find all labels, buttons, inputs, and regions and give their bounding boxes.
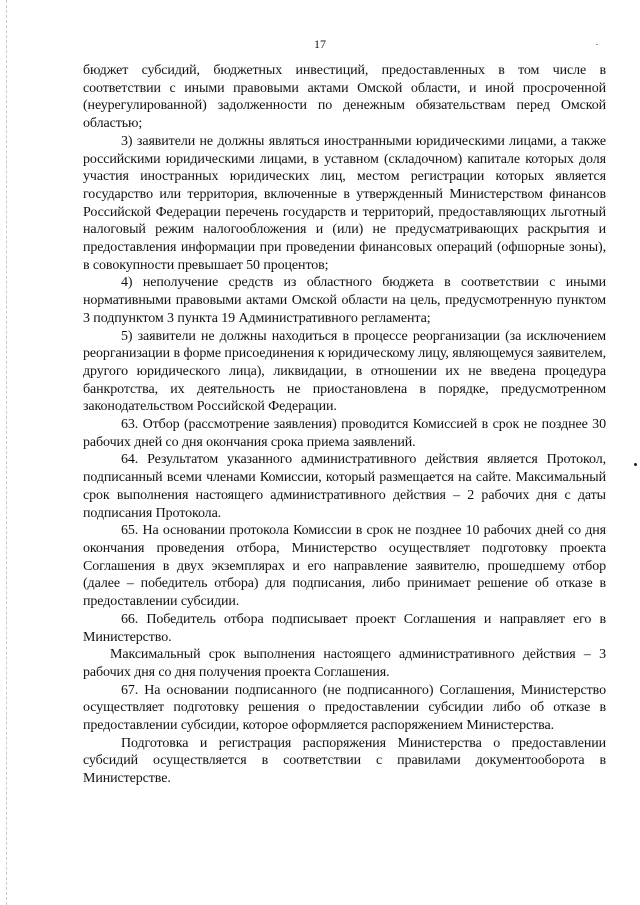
paragraph-67-registration: Подготовка и регистрация распоряжения Министерства о предоставлении субсидий осуществляется в соответствии с правилами документооборота в Министерстве. [83,735,606,787]
paragraph-67: 67. На основании подписанного (не подписанного) Соглашения, Министерство осуществляет подготовку решения о предоставлении субсидии либо об отказе в предоставлении субсидии, которое оформляется распоряжением Министерства. [83,682,606,734]
paragraph-item-4: 4) неполучение средств из областного бюджета в соответствии с иными нормативными правовыми актами Омской области на цель, предусмотренную пунктом 3 подпунктом 3 пункта 19 Административного регламента; [83,275,606,326]
paragraph-item-5: 5) заявители не должны находиться в процессе реорганизации (за исключением реорганизации в форме присоединения к юридическому лицу, являющемуся заявителем, другого юридического лица), ликвидации, в отношении их не введена процедура банкротства, их деятельность не приостановлена в порядке, предусмотренном законодательством Российской Федерации. [83,328,606,415]
paragraph-64: 64. Результатом указанного административного действия является Протокол, подписанный всеми членами Комиссии, который размещается на сайте. Максимальный срок выполнения настоящего административного действия – 2 рабочих дня с даты подписания Протокола. [83,452,606,521]
scan-edge-line [6,0,7,905]
page-number: 17 [314,37,326,51]
paragraph-65: 65. На основании протокола Комиссии в срок не позднее 10 рабочих дней со дня окончания проведения отбора, Министерство осуществляет подготовку проекта Соглашения в двух экземплярах и его направление заявителю, прошедшему отбор (далее – победитель отбора) для подписания, либо принимает решение об отказе в предоставлении субсидии. [83,523,606,610]
paragraph-item-3: 3) заявители не должны являться иностранными юридическими лицами, а также российскими юридическими лицами, в уставном (складочном) капитале которых доля участия иностранных юридических лиц, местом регистрации которых является государство или территория, включенные в утвержденный Министерством финансов Российской Федерации перечень государств и территорий, предоставляющих льготный налоговый режим налогообложения и (или) не предусматривающих раскрытия и предоставления информации при проведении финансовых операций (офшорные зоны), в совокупности превышает 50 процентов; [83,133,606,273]
paragraph-66-deadline: Максимальный срок выполнения настоящего административного действия – 3 рабочих дня со дня получения проекта Соглашения. [83,647,606,680]
paragraph-continuation: бюджет субсидий, бюджетных инвестиций, предоставленных в том числе в соответствии с иными правовыми актами Омской области, и иной просроченной (неурегулированной) задолженности по денежным обязательствам перед Омской областью; [83,63,606,132]
paragraph-66: 66. Победитель отбора подписывает проект Соглашения и направляет его в Министерство. [83,611,606,645]
paragraph-63: 63. Отбор (рассмотрение заявления) проводится Комиссией в срок не позднее 30 рабочих дней со дня окончания срока приема заявлений. [83,417,606,450]
scan-mark [634,463,637,466]
document-body [83,62,606,788]
